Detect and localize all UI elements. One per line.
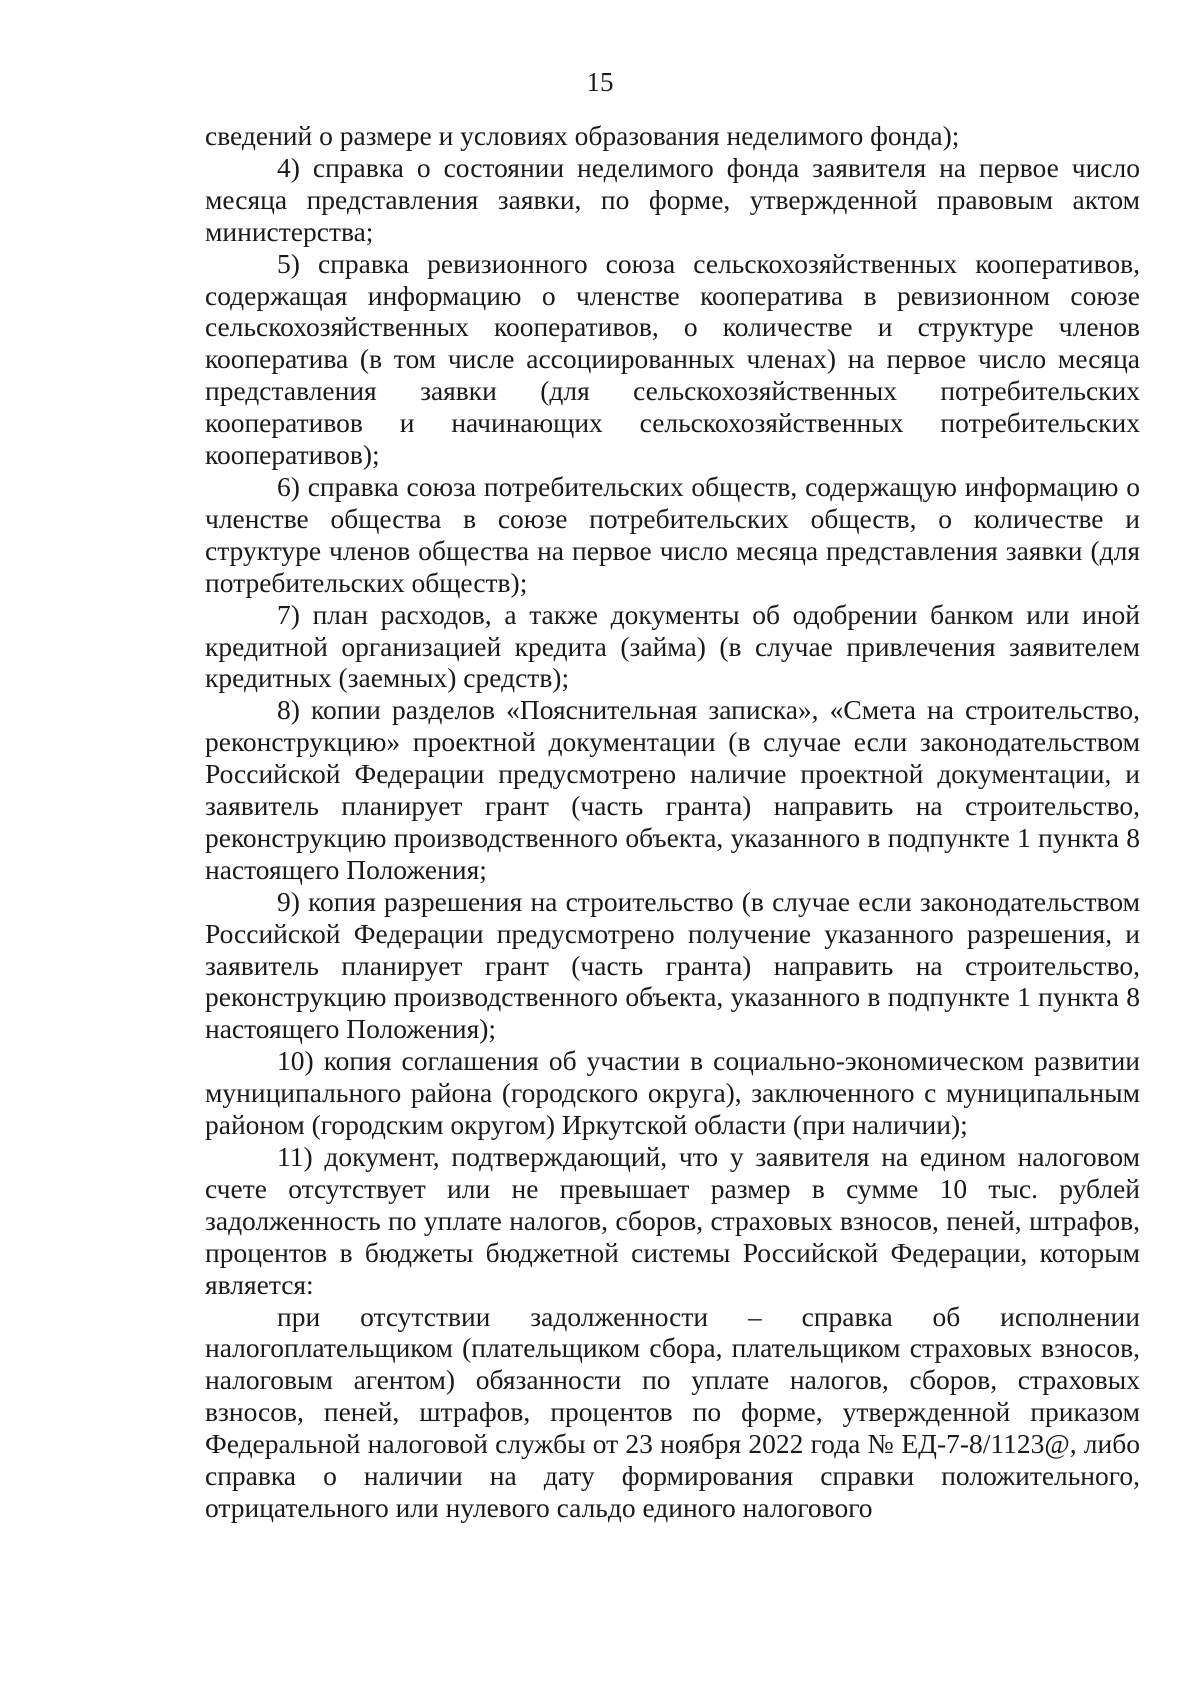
paragraph-item-11: 11) документ, подтверждающий, что у заявителя на едином налоговом счете отсутствует или не превышает размер в сумме 10 тыс. рублей задолженность по уплате налогов, сборов, страховых взносов, пеней, штрафов, процентов в бюджеты бюджетной системы Российской Федерации, которым является: [205,1141,1140,1300]
page-number: 15 [586,67,614,97]
paragraph-item-10: 10) копия соглашения об участии в социально-экономическом развитии муниципального района (городского округа), заключенного с муниципальным районом (городским округом) Иркутской области (при наличии); [205,1045,1140,1141]
paragraph-item-8: 8) копии разделов «Пояснительная записка», «Смета на строительство, реконструкцию» проектной документации (в случае если законодательством Российской Федерации предусмотрено наличие проектной документации, и заявитель планирует грант (часть гранта) направить на строительство, реконструкцию производственного объекта, указанного в подпункте 1 пункта 8 настоящего Положения; [205,694,1140,885]
paragraph-item-7: 7) план расходов, а также документы об одобрении банком или иной кредитной организацией кредита (займа) (в случае привлечения заявителем кредитных (заемных) средств); [205,598,1140,694]
paragraph-item-9: 9) копия разрешения на строительство (в случае если законодательством Российской Федерации предусмотрено получение указанного разрешения, и заявитель планирует грант (часть гранта) направить на строительство, реконструкцию производственного объекта, указанного в подпункте 1 пункта 8 настоящего Положения); [205,885,1140,1045]
paragraph-item-4: 4) справка о состоянии неделимого фонда заявителя на первое число месяца представления заявки, по форме, утвержденной правовым актом министерства; [205,151,1140,247]
paragraph-continuation: сведений о размере и условиях образования неделимого фонда); [205,120,960,151]
paragraph-item-5: 5) справка ревизионного союза сельскохозяйственных кооперативов, содержащая информацию о членстве кооператива в ревизионном союзе сельскохозяйственных кооперативов, о количестве и структуре членов кооператива (в том числе ассоциированных членах) на первое число месяца представления заявки (для сельскохозяйственных потребительских кооперативов и начинающих сельскохозяйственных потребительских кооперативов); [205,247,1140,471]
document-body [205,120,1140,1524]
paragraph-no-debt: при отсутствии задолженности – справка об исполнении налогоплательщиком (плательщиком сбора, плательщиком страховых взносов, налоговым агентом) обязанности по уплате налогов, сборов, страховых взносов, пеней, штрафов, процентов по форме, утвержденной приказом Федеральной налоговой службы от 23 ноября 2022 года № ЕД-7-8/1123@, либо справка о наличии на дату формирования справки положительного, отрицательного или нулевого сальдо единого налогового [205,1300,1140,1523]
paragraph-item-6: 6) справка союза потребительских обществ, содержащую информацию о членстве общества в союзе потребительских обществ, о количестве и структуре членов общества на первое число месяца представления заявки (для потребительских обществ); [205,470,1140,598]
